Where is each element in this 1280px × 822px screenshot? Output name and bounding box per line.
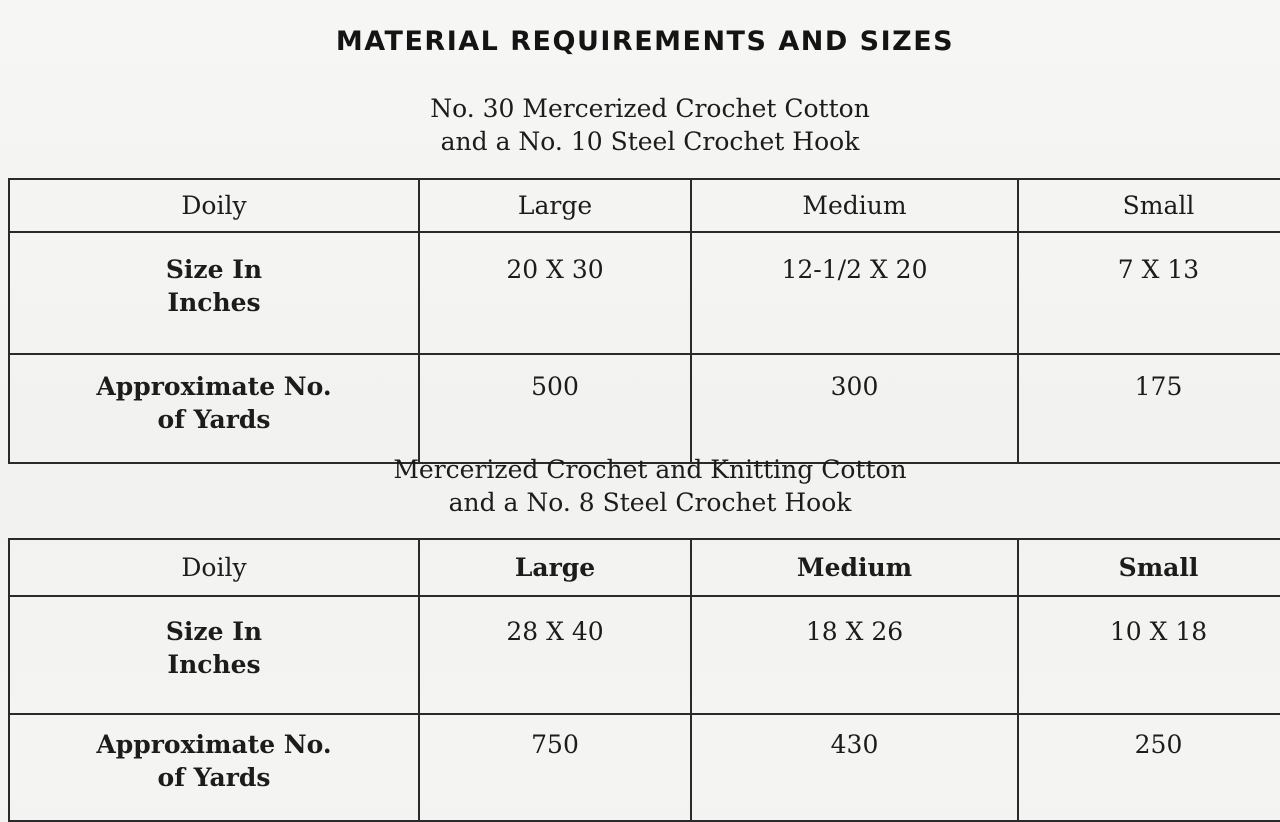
yards-small: 250 [1018, 714, 1280, 821]
header-doily: Doily [9, 539, 419, 596]
section-2-subtitle-line-1: Mercerized Crochet and Knitting Cotton [393, 455, 907, 484]
row-label-size-line-1: Size In [165, 255, 263, 284]
yards-large: 750 [419, 714, 691, 821]
table-row-size [9, 232, 1280, 354]
table-row-size [9, 596, 1280, 714]
requirements-table-2 [8, 538, 1280, 822]
yards-large: 500 [419, 354, 691, 463]
section-1-subtitle-line-2: and a No. 10 Steel Crochet Hook [440, 127, 860, 156]
row-label-size-line-2: Inches [167, 650, 261, 679]
row-label-size-line-1: Size In [165, 617, 263, 646]
header-small: Small [1018, 179, 1280, 232]
size-small: 7 X 13 [1018, 232, 1280, 354]
row-label-yards-line-2: of Yards [157, 763, 271, 792]
row-label-size [9, 596, 419, 714]
requirements-table-1 [8, 178, 1280, 464]
section-1-subtitle [0, 92, 1280, 158]
size-small: 10 X 18 [1018, 596, 1280, 714]
header-small: Small [1018, 539, 1280, 596]
size-large: 28 X 40 [419, 596, 691, 714]
header-medium: Medium [691, 179, 1018, 232]
row-label-size [9, 232, 419, 354]
yards-small: 175 [1018, 354, 1280, 463]
header-large: Large [419, 179, 691, 232]
yards-medium: 300 [691, 354, 1018, 463]
size-medium: 18 X 26 [691, 596, 1018, 714]
table-row-yards [9, 354, 1280, 463]
size-large: 20 X 30 [419, 232, 691, 354]
row-label-yards [9, 354, 419, 463]
row-label-yards-line-2: of Yards [157, 405, 271, 434]
section-2-subtitle [0, 453, 1280, 519]
row-label-yards [9, 714, 419, 821]
header-large: Large [419, 539, 691, 596]
header-medium: Medium [691, 539, 1018, 596]
table-header-row [9, 539, 1280, 596]
row-label-size-line-2: Inches [167, 288, 261, 317]
row-label-yards-line-1: Approximate No. [96, 372, 332, 401]
table-row-yards [9, 714, 1280, 821]
section-1-subtitle-line-1: No. 30 Mercerized Crochet Cotton [430, 94, 870, 123]
size-medium: 12-1/2 X 20 [691, 232, 1018, 354]
header-doily: Doily [9, 179, 419, 232]
row-label-yards-line-1: Approximate No. [96, 730, 332, 759]
page-title: MATERIAL REQUIREMENTS AND SIZES [335, 26, 955, 57]
section-2-subtitle-line-2: and a No. 8 Steel Crochet Hook [448, 488, 852, 517]
table-header-row [9, 179, 1280, 232]
yards-medium: 430 [691, 714, 1018, 821]
